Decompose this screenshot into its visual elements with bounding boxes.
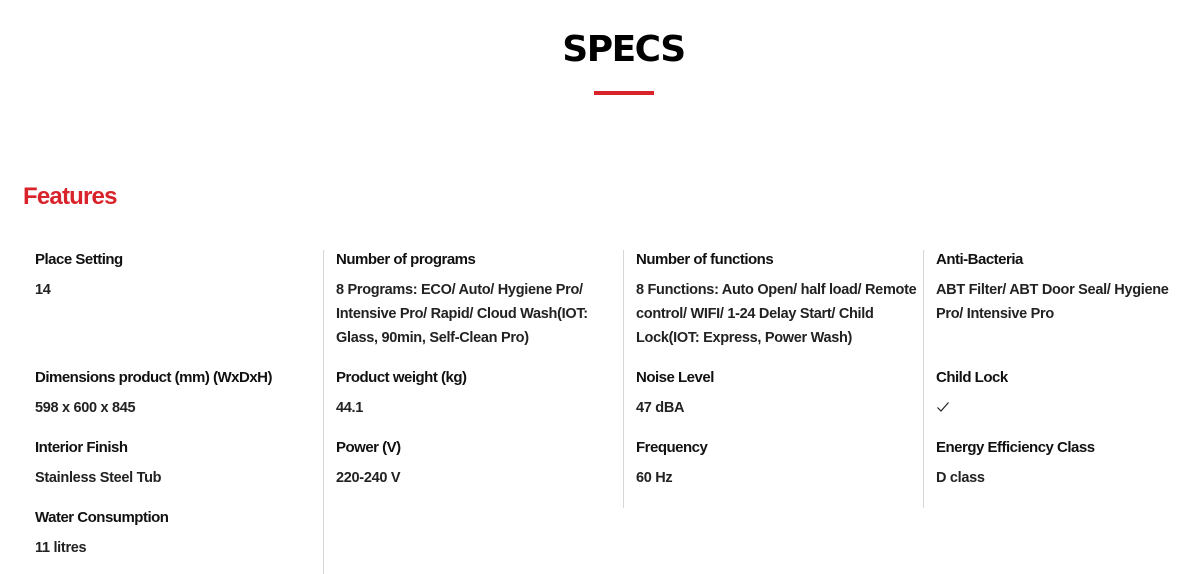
- spec-label: Noise Level: [636, 369, 714, 386]
- spec-value: 8 Functions: Auto Open/ half load/ Remote control/ WIFI/ 1-24 Delay Start/ Child Lock(IOT: Express, Power Wash): [636, 282, 917, 346]
- check-icon: [936, 400, 950, 414]
- spec-value: Stainless Steel Tub: [35, 470, 162, 486]
- page-title: SPECS: [562, 29, 685, 70]
- spec-value: D class: [936, 470, 985, 486]
- specs-column-3: [623, 250, 923, 508]
- spec-power: [336, 438, 623, 490]
- specs-column-4: [923, 250, 1199, 508]
- spec-label: Water Consumption: [35, 509, 169, 526]
- spec-place-setting: [35, 250, 323, 302]
- spec-label: Place Setting: [35, 251, 123, 268]
- spec-label: Power (V): [336, 439, 401, 456]
- spec-product-weight: [336, 368, 623, 420]
- spec-label: Number of functions: [636, 251, 774, 268]
- spec-noise-level: [636, 368, 923, 420]
- spec-anti-bacteria: [936, 250, 1199, 326]
- spec-interior-finish: [35, 438, 323, 490]
- spec-child-lock: [936, 368, 1199, 422]
- spec-value: ABT Filter/ ABT Door Seal/ Hygiene Pro/ Intensive Pro: [936, 282, 1169, 322]
- title-underline: [594, 91, 654, 95]
- spec-label: Frequency: [636, 439, 708, 456]
- spec-value: 60 Hz: [636, 470, 673, 486]
- spec-value: 47 dBA: [636, 400, 685, 416]
- spec-energy-efficiency: [936, 438, 1199, 490]
- section-heading-features: Features: [23, 183, 117, 210]
- spec-label: Anti-Bacteria: [936, 251, 1023, 268]
- spec-label: Interior Finish: [35, 439, 128, 456]
- spec-number-of-functions: [636, 250, 923, 350]
- spec-value: 11 litres: [35, 540, 87, 556]
- spec-label: Child Lock: [936, 369, 1008, 386]
- spec-value-check: [936, 396, 1199, 422]
- spec-value: 220-240 V: [336, 470, 401, 486]
- spec-label: Energy Efficiency Class: [936, 439, 1095, 456]
- specs-column-1: [23, 250, 323, 574]
- spec-number-of-programs: [336, 250, 623, 350]
- spec-dimensions: [35, 368, 323, 420]
- spec-value: 8 Programs: ECO/ Auto/ Hygiene Pro/ Intensive Pro/ Rapid/ Cloud Wash(IOT: Glass, 90min, Self-Clean Pro): [336, 282, 588, 346]
- spec-water-consumption: [35, 508, 323, 560]
- spec-label: Number of programs: [336, 251, 476, 268]
- spec-label: Dimensions product (mm) (WxDxH): [35, 369, 273, 386]
- specs-column-2: [323, 250, 623, 574]
- spec-frequency: [636, 438, 923, 490]
- spec-label: Product weight (kg): [336, 369, 467, 386]
- spec-value: 44.1: [336, 400, 364, 416]
- specs-grid: [0, 250, 1199, 574]
- spec-value: 14: [35, 282, 51, 298]
- spec-value: 598 x 600 x 845: [35, 400, 136, 416]
